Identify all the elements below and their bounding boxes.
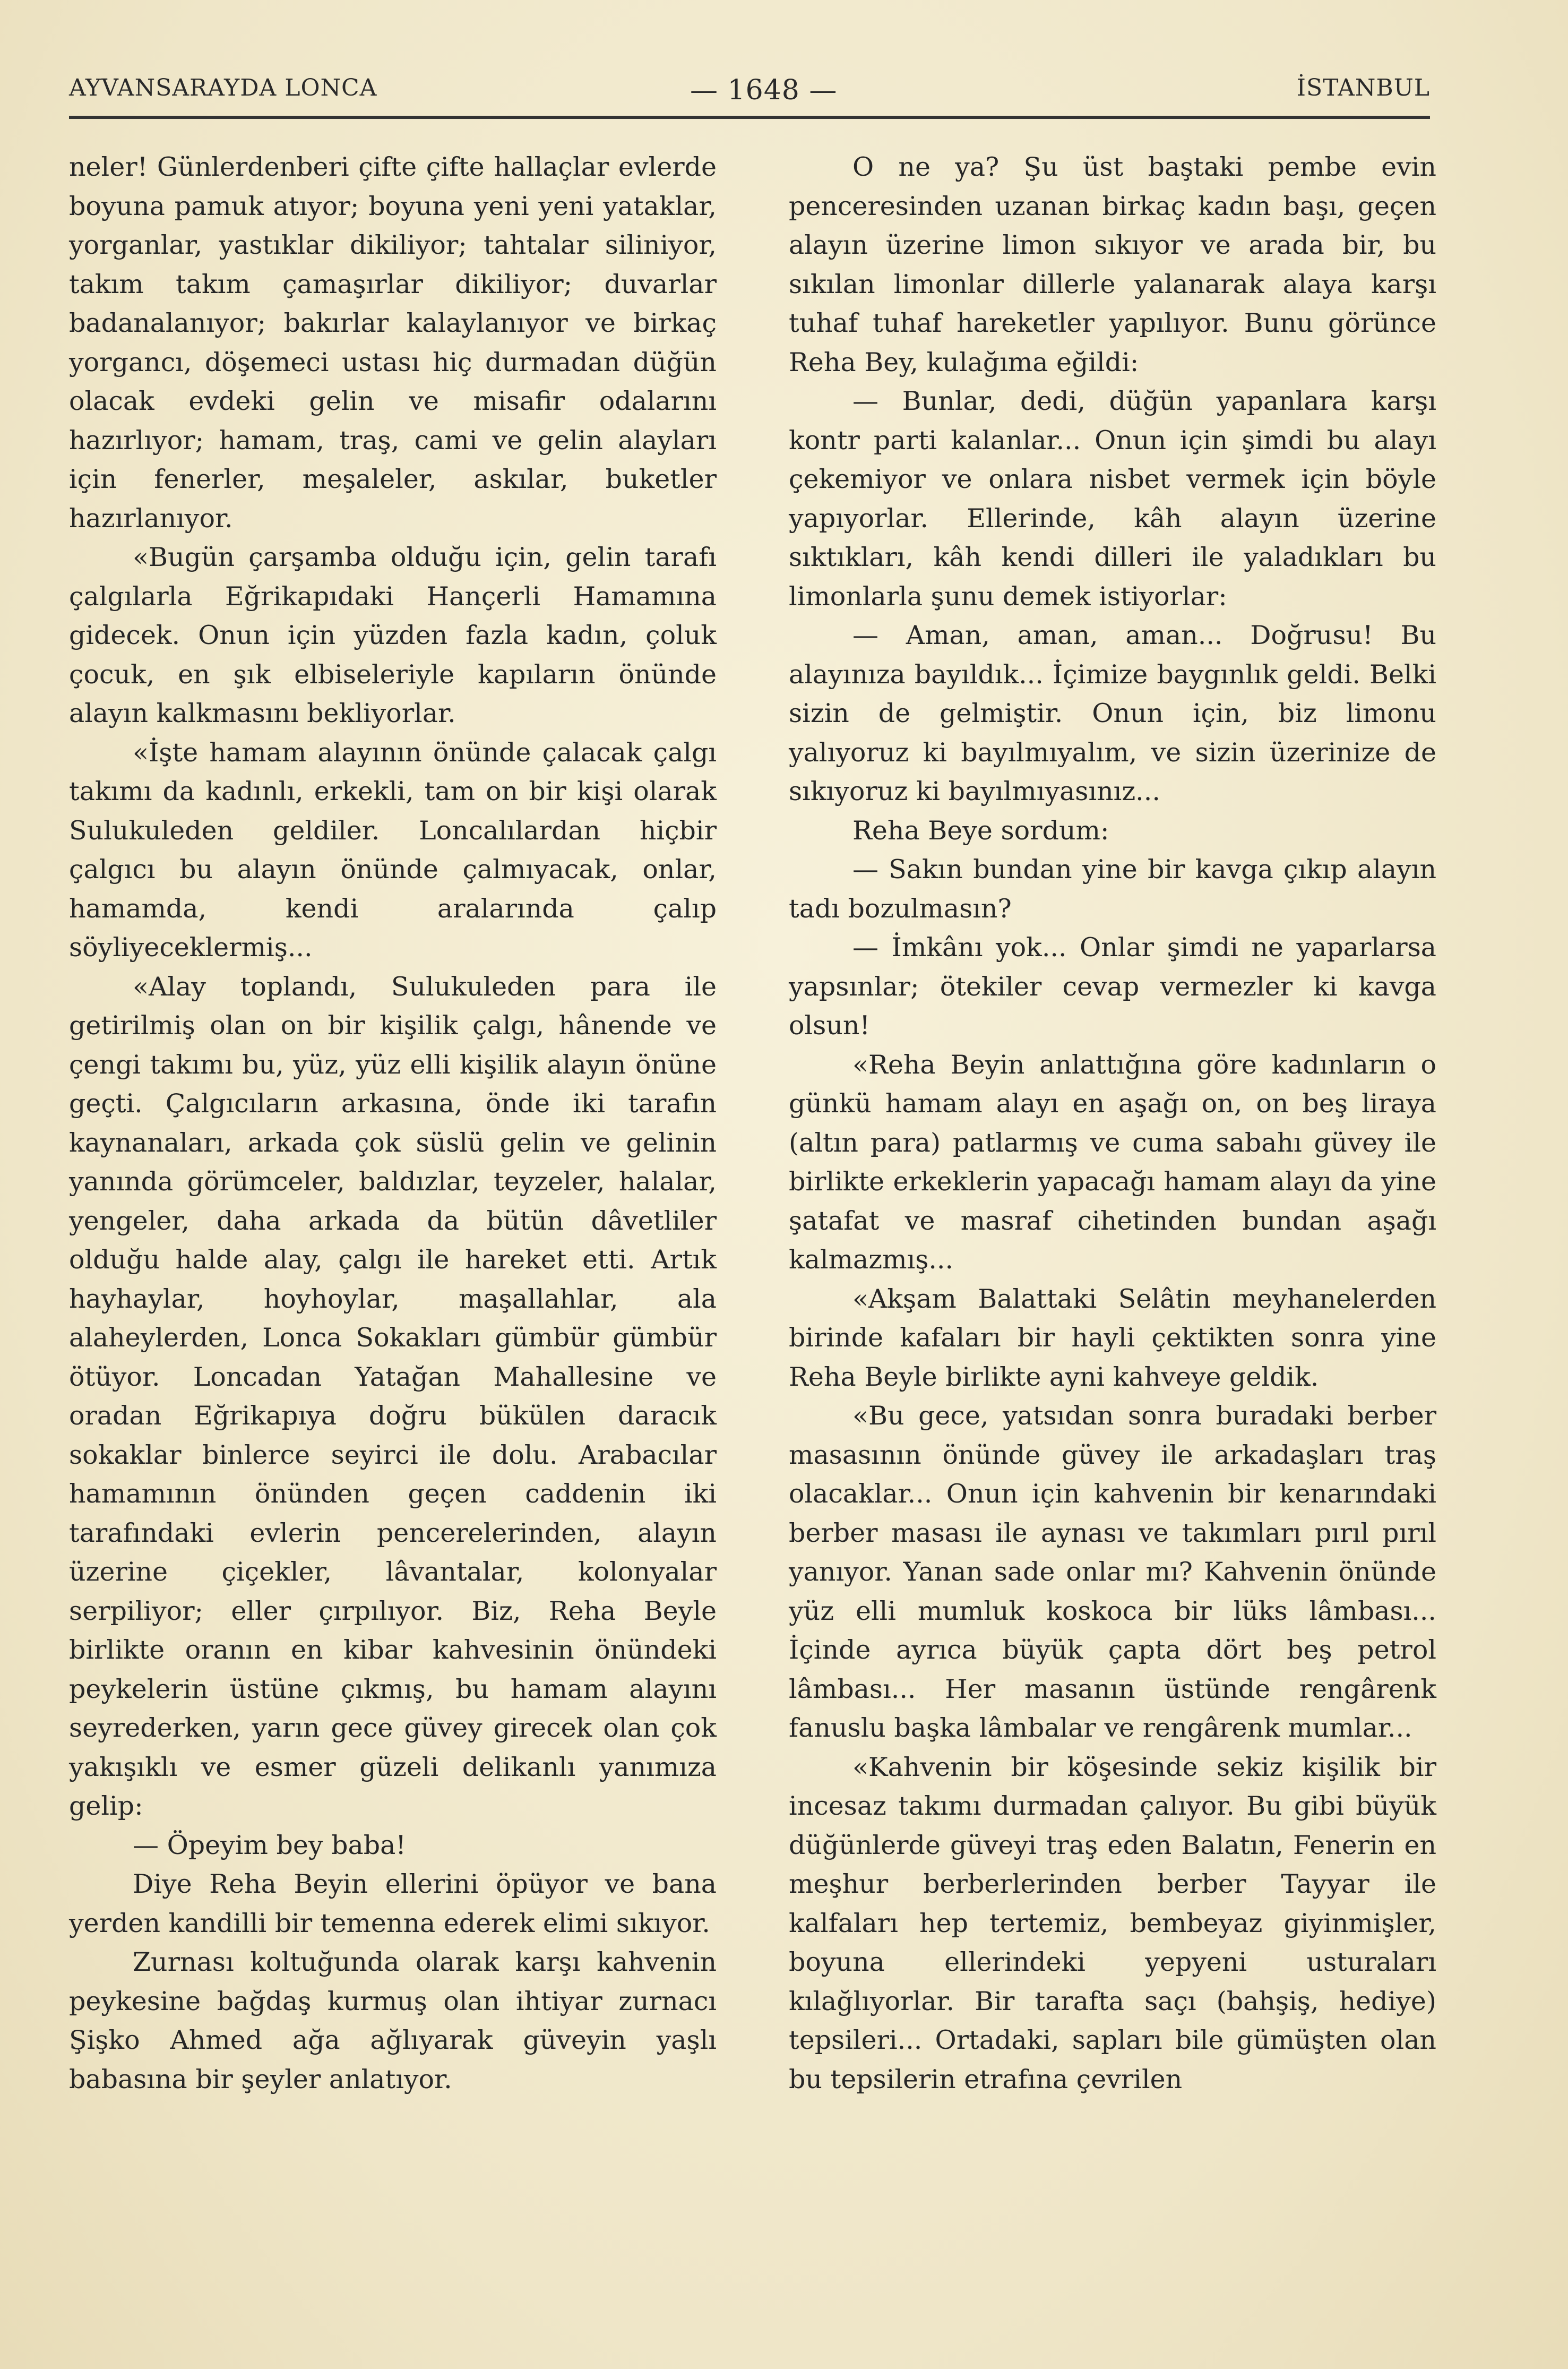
paragraph: — Sakın bundan yine bir kavga çıkıp alayın tadı bozulmasın?: [789, 854, 1436, 924]
running-header: [69, 74, 1430, 117]
paragraph: — İmkânı yok... Onlar şimdi ne yaparlarsa yapsınlar; ötekiler cevap vermezler ki kavga olsun!: [789, 932, 1436, 1041]
paragraph: Diye Reha Beyin ellerini öpüyor ve bana yerden kandilli bir temenna ederek elimi sıkıyor.: [69, 1869, 717, 1938]
paragraph: «Reha Beyin anlattığına göre kadınların o günkü hamam alayı en aşağı on, on beş liraya (altın para) patlarmış ve cuma sabahı güvey ile birlikte erkeklerin yapacağı hamam alayı da yine şatafat ve masraf cihetinden bundan aşağı kalmazmış...: [789, 1049, 1436, 1275]
paragraph: neler! Günlerdenberi çifte çifte hallaçlar evlerde boyuna pamuk atıyor; boyuna yeni yeni yataklar, yorganlar, yastıklar dikiliyor; tahtalar siliniyor, takım takım çamaşırlar dikiliyor; duvarlar badanalanıyor; bakırlar kalaylanıyor ve birkaç yorgancı, döşemeci ustası hiç durmadan düğün olacak evdeki gelin ve misafir odalarını hazırlıyor; hamam, traş, cami ve gelin alayları için fenerler, meşaleler, askılar, buketler hazırlanıyor.: [69, 152, 717, 534]
left-column: [69, 148, 717, 2099]
header-book-title: AYVANSARAYDA LONCA: [69, 74, 377, 101]
paragraph: Reha Beye sordum:: [852, 815, 1109, 846]
paragraph: «İşte hamam alayının önünde çalacak çalgı takımı da kadınlı, erkekli, tam on bir kişi olarak Sulukuleden geldiler. Loncalılardan hiçbir çalgıcı bu alayın önünde çalmıyacak, onlar, hamamda, kendi aralarında çalıp söyliyeceklermiş...: [69, 737, 717, 963]
paragraph: — Aman, aman, aman... Doğrusu! Bu alayınıza bayıldık... İçimize baygınlık geldi. Belki sizin de gelmiştir. Onun için, biz limonu yalıyoruz ki bayılmıyalım, ve sizin üzerinize de sıkıyoruz ki bayılmıyasınız...: [789, 620, 1436, 806]
paragraph: «Bu gece, yatsıdan sonra buradaki berber masasının önünde güvey ile arkadaşları traş olacaklar... Onun için kahvenin bir kenarındaki berber masası ile aynası ve takımları pırıl pırıl yanıyor. Yanan sade onlar mı? Kahvenin önünde yüz elli mumluk koskoca bir lüks lâmbası... İçinde ayrıca büyük çapta dört beş petrol lâmbası... Her masanın üstünde rengârenk fanuslu başka lâmbalar ve rengârenk mumlar...: [789, 1401, 1436, 1743]
header-rule: [69, 116, 1430, 119]
paragraph: «Bugün çarşamba olduğu için, gelin tarafı çalgılarla Eğrikapıdaki Hançerli Hamamına gidecek. Onun için yüzden fazla kadın, çoluk çocuk, en şık elbiseleriyle kapıların önünde alayın kalkmasını bekliyorlar.: [69, 542, 717, 728]
paragraph: «Alay toplandı, Sulukuleden para ile getirilmiş olan on bir kişilik çalgı, hânende ve çengi takımı bu, yüz, yüz elli kişilik alayın önüne geçti. Çalgıcıların arkasına, önde iki tarafın kaynanaları, arkada çok süslü gelin ve gelinin yanında görümceler, baldızlar, teyzeler, halalar, yengeler, daha arkada da bütün dâvetliler olduğu halde alay, çalgı ile hareket etti. Artık hayhaylar, hoyhoylar, maşallahlar, ala alaheylerden, Lonca Sokakları gümbür gümbür ötüyor. Loncadan Yatağan Mahallesine ve oradan Eğrikapıya doğru bükülen daracık sokaklar binlerce seyirci ile dolu. Arabacılar hamamının önünden geçen caddenin iki tarafındaki evlerin pencerelerinden, alayın üzerine çiçekler, lâvantalar, kolonyalar serpiliyor; eller çırpılıyor. Biz, Reha Beyle birlikte oranın en kibar kahvesinin önündeki peykelerin üstüne çıkmış, bu hamam alayını seyrederken, yarın gece güvey girecek olan çok yakışıklı ve esmer güzeli delikanlı yanımıza gelip:: [69, 971, 717, 1821]
header-section-title: İSTANBUL: [1296, 74, 1430, 101]
paragraph: «Akşam Balattaki Selâtin meyhanelerden birinde kafaları bir hayli çektikten sonra yine Reha Beyle birlikte ayni kahveye geldik.: [789, 1283, 1436, 1392]
page-number: — 1648 —: [690, 74, 838, 106]
paragraph: — Öpeyim bey baba!: [133, 1830, 406, 1860]
paragraph: Zurnası koltuğunda olarak karşı kahvenin peykesine bağdaş kurmuş olan ihtiyar zurnacı Şişko Ahmed ağa ağlıyarak güveyin yaşlı babasına bir şeyler anlatıyor.: [69, 1947, 717, 2095]
paragraph: «Kahvenin bir köşesinde sekiz kişilik bir incesaz takımı durmadan çalıyor. Bu gibi büyük düğünlerde güveyi traş eden Balatın, Fenerin en meşhur berberlerinden berber Tayyar ile kalfaları hep tertemiz, bembeyaz giyinmişler, boyuna ellerindeki yepyeni usturaları kılağlıyorlar. Bir tarafta saçı (bahşiş, hediye) tepsileri... Ortadaki, sapları bile gümüşten olan bu tepsilerin etrafına çevrilen: [789, 1752, 1436, 2095]
paragraph: O ne ya? Şu üst baştaki pembe evin penceresinden uzanan birkaç kadın başı, geçen alayın üzerine limon sıkıyor ve arada bir, bu sıkılan limonlar dillerle yalanarak alaya karşı tuhaf tuhaf hareketler yapılıyor. Bunu görünce Reha Bey, kulağıma eğildi:: [789, 152, 1436, 377]
right-column: [789, 148, 1436, 2099]
paragraph: — Bunlar, dedi, düğün yapanlara karşı kontr parti kalanlar... Onun için şimdi bu alayı çekemiyor ve onlara nisbet vermek için böyle yapıyorlar. Ellerinde, kâh alayın üzerine sıktıkları, kâh kendi dilleri ile yaladıkları bu limonlarla şunu demek istiyorlar:: [789, 386, 1436, 612]
